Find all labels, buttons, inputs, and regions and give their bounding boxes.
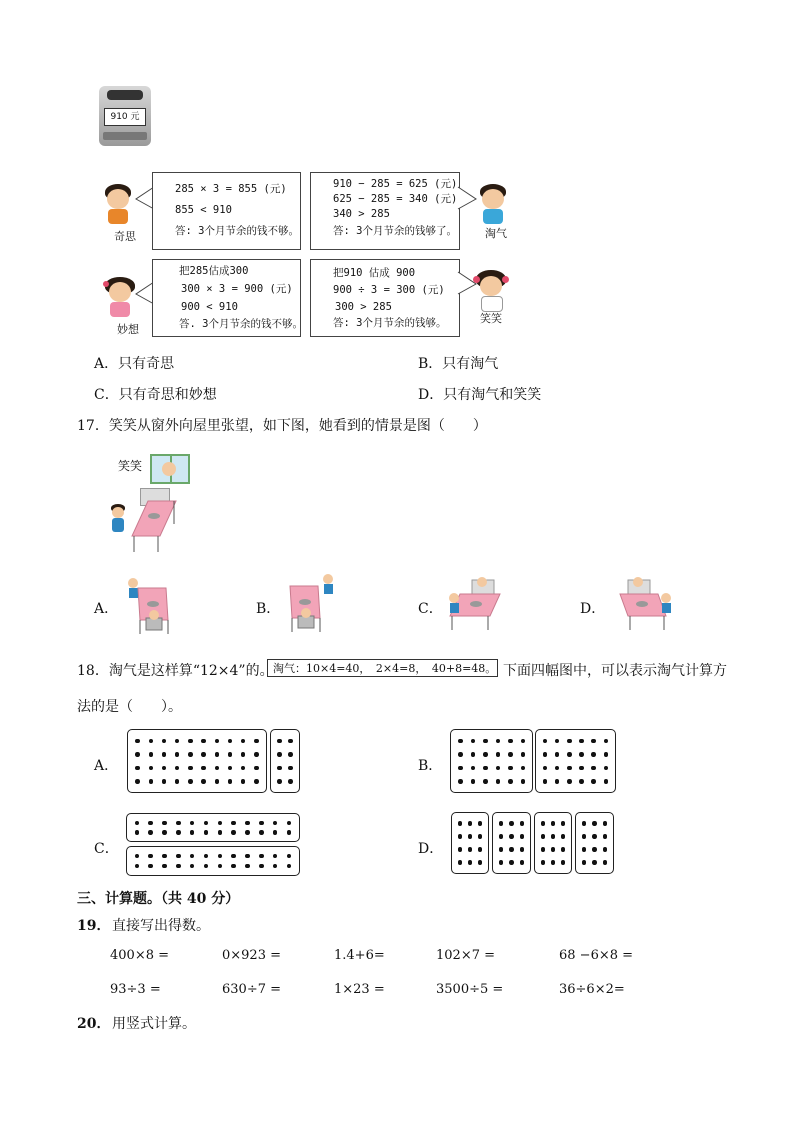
dot (254, 779, 259, 784)
dot (135, 854, 140, 859)
dot (478, 834, 483, 839)
dot (551, 847, 556, 852)
kid-taoqi (476, 184, 510, 224)
dot (508, 752, 513, 757)
dot (520, 821, 525, 826)
dot (135, 766, 140, 771)
q17-option-a-image[interactable] (122, 574, 182, 636)
dot (218, 821, 223, 826)
dot (591, 779, 596, 784)
calc-item[interactable]: 93÷3 = (110, 982, 161, 997)
q17-option-c[interactable]: C． (418, 601, 443, 617)
dot (471, 766, 476, 771)
dot (162, 854, 167, 859)
dot (288, 752, 293, 757)
dot (204, 830, 209, 835)
dot (603, 860, 608, 865)
dot (509, 834, 514, 839)
kid-qisi (101, 184, 135, 224)
dot (245, 854, 250, 859)
dot (201, 766, 206, 771)
speech-bubble-miaoxiang: 把285估成300 300 × 3 = 900 (元) 900 < 910 答. 3个月节余的钱不够。 (152, 259, 301, 337)
q18-option-d[interactable]: D． (418, 841, 444, 857)
dot (541, 860, 546, 865)
dot (175, 779, 180, 784)
dot (543, 766, 548, 771)
q17-option-d[interactable]: D． (580, 601, 606, 617)
dot (496, 739, 501, 744)
dot (458, 821, 463, 826)
dot (499, 860, 504, 865)
dot (591, 766, 596, 771)
dot (188, 739, 193, 744)
dot (592, 847, 597, 852)
dot (541, 821, 546, 826)
dot (148, 821, 153, 826)
dot (499, 821, 504, 826)
dot (520, 860, 525, 865)
dot (603, 834, 608, 839)
dot (509, 860, 514, 865)
dot (135, 864, 140, 869)
dot (561, 834, 566, 839)
section-heading: 三、计算题。（共 40 分） (77, 891, 240, 907)
dot (471, 739, 476, 744)
dot (567, 766, 572, 771)
price-tag: 910 元 (104, 108, 146, 126)
calc-item[interactable]: 1×23 = (334, 982, 385, 997)
dot (231, 830, 236, 835)
dot (175, 752, 180, 757)
dot (582, 860, 587, 865)
question-18-line1: 18．淘气是这样算“12×4”的。 (77, 663, 274, 679)
dot (561, 821, 566, 826)
dot (521, 752, 526, 757)
dot-group-3x4 (575, 812, 614, 874)
dot (188, 779, 193, 784)
dot (135, 752, 140, 757)
dot (162, 739, 167, 744)
dot (245, 864, 250, 869)
dot (231, 821, 236, 826)
dot (190, 830, 195, 835)
dot (551, 860, 556, 865)
dot-group-3x4 (451, 812, 489, 874)
dot (231, 854, 236, 859)
dot (228, 752, 233, 757)
dot (188, 752, 193, 757)
dot (496, 752, 501, 757)
dot (215, 739, 220, 744)
calc-item[interactable]: 68 −6×8 = (559, 948, 634, 963)
dot (543, 752, 548, 757)
dot-group-12x2 (126, 846, 300, 876)
dot (508, 739, 513, 744)
dot (288, 739, 293, 744)
calc-item[interactable]: 400×8 = (110, 948, 170, 963)
scene-label: 笑笑 (118, 459, 143, 473)
dot (190, 854, 195, 859)
kid-name-miaoxiang: 妙想 (117, 323, 139, 336)
dot (259, 854, 264, 859)
dot (277, 779, 282, 784)
dot (604, 766, 609, 771)
dot (483, 739, 488, 744)
dot (148, 864, 153, 869)
dot-group-3x4 (534, 812, 572, 874)
dot (582, 821, 587, 826)
dot (521, 739, 526, 744)
dot (148, 830, 153, 835)
dot (245, 830, 250, 835)
dot (592, 821, 597, 826)
dot (508, 779, 513, 784)
dot (162, 864, 167, 869)
dot (188, 766, 193, 771)
question-19-text: 直接写出得数。 (112, 918, 210, 934)
question-18-line1-cont: 下面四幅图中，可以表示淘气计算方 (503, 663, 727, 679)
kid-name-qisi: 奇思 (114, 230, 136, 243)
q18-option-c[interactable]: C． (94, 841, 119, 857)
dot (496, 779, 501, 784)
dot (555, 752, 560, 757)
dot (204, 821, 209, 826)
dot (228, 739, 233, 744)
dot (204, 854, 209, 859)
speech-bubble-qisi: 285 × 3 = 855 (元) 855 < 910 答: 3个月节余的钱不够。 (152, 172, 301, 250)
option-d[interactable]: D．只有淘气和笑笑 (418, 387, 542, 403)
q17-option-b[interactable]: B． (256, 601, 281, 617)
dot (231, 864, 236, 869)
dot (149, 739, 154, 744)
dot (288, 766, 293, 771)
dot (201, 752, 206, 757)
dot-group-6x4 (535, 729, 616, 793)
dot (541, 834, 546, 839)
dot (592, 834, 597, 839)
dot (162, 779, 167, 784)
dot (483, 752, 488, 757)
dot (175, 766, 180, 771)
dot (277, 752, 282, 757)
table-icon (118, 496, 178, 556)
dot (241, 752, 246, 757)
dot (603, 847, 608, 852)
dot (215, 779, 220, 784)
dot (579, 766, 584, 771)
dot (135, 779, 140, 784)
dot (509, 821, 514, 826)
dot (162, 821, 167, 826)
dot (245, 821, 250, 826)
dot (273, 854, 278, 859)
dot (218, 854, 223, 859)
question-19-number: 19． (77, 918, 111, 934)
dot (259, 830, 264, 835)
taoqi-method-box: 淘气：10×4=40， 2×4=8， 40+8=48。 (267, 659, 498, 677)
dot (555, 766, 560, 771)
option-c[interactable]: C．只有奇思和妙想 (94, 387, 217, 403)
dot (149, 766, 154, 771)
dot-group-3x4 (492, 812, 531, 874)
dot (520, 834, 525, 839)
dot (204, 864, 209, 869)
dot (478, 847, 483, 852)
dot (273, 864, 278, 869)
dot (241, 739, 246, 744)
dot (579, 779, 584, 784)
dot (551, 834, 556, 839)
dot (521, 779, 526, 784)
question-18-line2: 法的是（ ）。 (77, 699, 182, 715)
dot (468, 860, 473, 865)
dot (228, 779, 233, 784)
dot (582, 847, 587, 852)
dot (215, 752, 220, 757)
dot (458, 766, 463, 771)
dot (478, 821, 483, 826)
dot (603, 821, 608, 826)
dot (541, 847, 546, 852)
dot (215, 766, 220, 771)
dot (162, 830, 167, 835)
dot (287, 830, 292, 835)
dot (149, 752, 154, 757)
kid-xiaoxiao (473, 270, 509, 310)
boy-icon (110, 504, 126, 534)
dot (135, 830, 140, 835)
dot (468, 821, 473, 826)
q18-option-a[interactable]: A． (94, 758, 119, 774)
calc-item[interactable]: 3500÷5 = (436, 982, 504, 997)
bubble-pointer (457, 185, 477, 211)
dot (471, 779, 476, 784)
dot (287, 821, 292, 826)
dot (499, 847, 504, 852)
dot (287, 864, 292, 869)
dot (162, 766, 167, 771)
dot (478, 860, 483, 865)
dot (592, 860, 597, 865)
dot-group-10x4 (127, 729, 267, 793)
dot (543, 779, 548, 784)
dot (149, 779, 154, 784)
dot (509, 847, 514, 852)
question-20-text: 用竖式计算。 (112, 1016, 196, 1032)
option-b[interactable]: B．只有淘气 (418, 356, 499, 372)
dot (241, 766, 246, 771)
dot (591, 752, 596, 757)
dot (190, 864, 195, 869)
dot (561, 860, 566, 865)
dot (458, 860, 463, 865)
dot (604, 752, 609, 757)
dot (176, 854, 181, 859)
calc-item[interactable]: 630÷7 = (222, 982, 282, 997)
dot (277, 766, 282, 771)
speech-bubble-xiaoxiao: 把910 估成 900 900 ÷ 3 = 300 (元) 300 > 285 答: 3个月节余的钱够。 (310, 259, 460, 337)
dot (567, 779, 572, 784)
q17-option-b-image[interactable] (282, 572, 342, 634)
dot (190, 821, 195, 826)
dot (176, 830, 181, 835)
dot (561, 847, 566, 852)
question-17: 17．笑笑从窗外向屋里张望，如下图，她看到的情景是图（ ） (77, 418, 487, 434)
speech-bubble-taoqi: 910 − 285 = 625 (元) 625 − 285 = 340 (元) 340 > 285 答: 3个月节余的钱够了。 (310, 172, 460, 250)
dot (604, 779, 609, 784)
q18-option-b[interactable]: B． (418, 758, 443, 774)
dot (148, 854, 153, 859)
dot (287, 854, 292, 859)
dot (520, 847, 525, 852)
dot (468, 834, 473, 839)
dot (176, 821, 181, 826)
dot (458, 834, 463, 839)
dot (471, 752, 476, 757)
dot (579, 752, 584, 757)
dot (458, 739, 463, 744)
dot (582, 834, 587, 839)
dot (218, 830, 223, 835)
dot (496, 766, 501, 771)
dot (135, 739, 140, 744)
dot (579, 739, 584, 744)
dot (508, 766, 513, 771)
dot (521, 766, 526, 771)
dot (499, 834, 504, 839)
calc-item[interactable]: 0×923 = (222, 948, 282, 963)
dot (551, 821, 556, 826)
dot (162, 752, 167, 757)
dot (458, 779, 463, 784)
dot (468, 847, 473, 852)
dot (175, 739, 180, 744)
q17-option-a[interactable]: A． (94, 601, 119, 617)
calc-item[interactable]: 36÷6×2= (559, 982, 625, 997)
dot (228, 766, 233, 771)
dot (604, 739, 609, 744)
dot (555, 739, 560, 744)
dot (458, 752, 463, 757)
machine-image (99, 86, 151, 146)
dot (591, 739, 596, 744)
dot (254, 766, 259, 771)
dot (567, 752, 572, 757)
q17-option-c-image[interactable] (442, 572, 506, 634)
dot (176, 864, 181, 869)
dot (218, 864, 223, 869)
dot (555, 779, 560, 784)
dot (254, 739, 259, 744)
option-a[interactable]: A．只有奇思 (94, 356, 175, 372)
dot (201, 779, 206, 784)
dot-group-6x4 (450, 729, 533, 793)
dot (254, 752, 259, 757)
dot (135, 821, 140, 826)
dot (458, 847, 463, 852)
dot (259, 821, 264, 826)
kid-name-taoqi: 淘气 (485, 227, 507, 240)
dot (483, 766, 488, 771)
q17-option-d-image[interactable] (610, 572, 674, 634)
dot (288, 779, 293, 784)
dot-group-12x2 (126, 813, 300, 842)
dot (543, 739, 548, 744)
dot (277, 739, 282, 744)
dot (273, 830, 278, 835)
question-20-number: 20． (77, 1016, 111, 1032)
dot (567, 739, 572, 744)
dot (241, 779, 246, 784)
dot (201, 739, 206, 744)
kid-miaoxiang (103, 277, 137, 317)
q17-scene (104, 452, 200, 556)
dot-group-2x4 (270, 729, 300, 793)
dot (259, 864, 264, 869)
kid-name-xiaoxiao: 笑笑 (480, 312, 502, 325)
dot (273, 821, 278, 826)
calc-item[interactable]: 102×7 = (436, 948, 496, 963)
dot (483, 779, 488, 784)
calc-item[interactable]: 1.4+6= (334, 948, 385, 963)
